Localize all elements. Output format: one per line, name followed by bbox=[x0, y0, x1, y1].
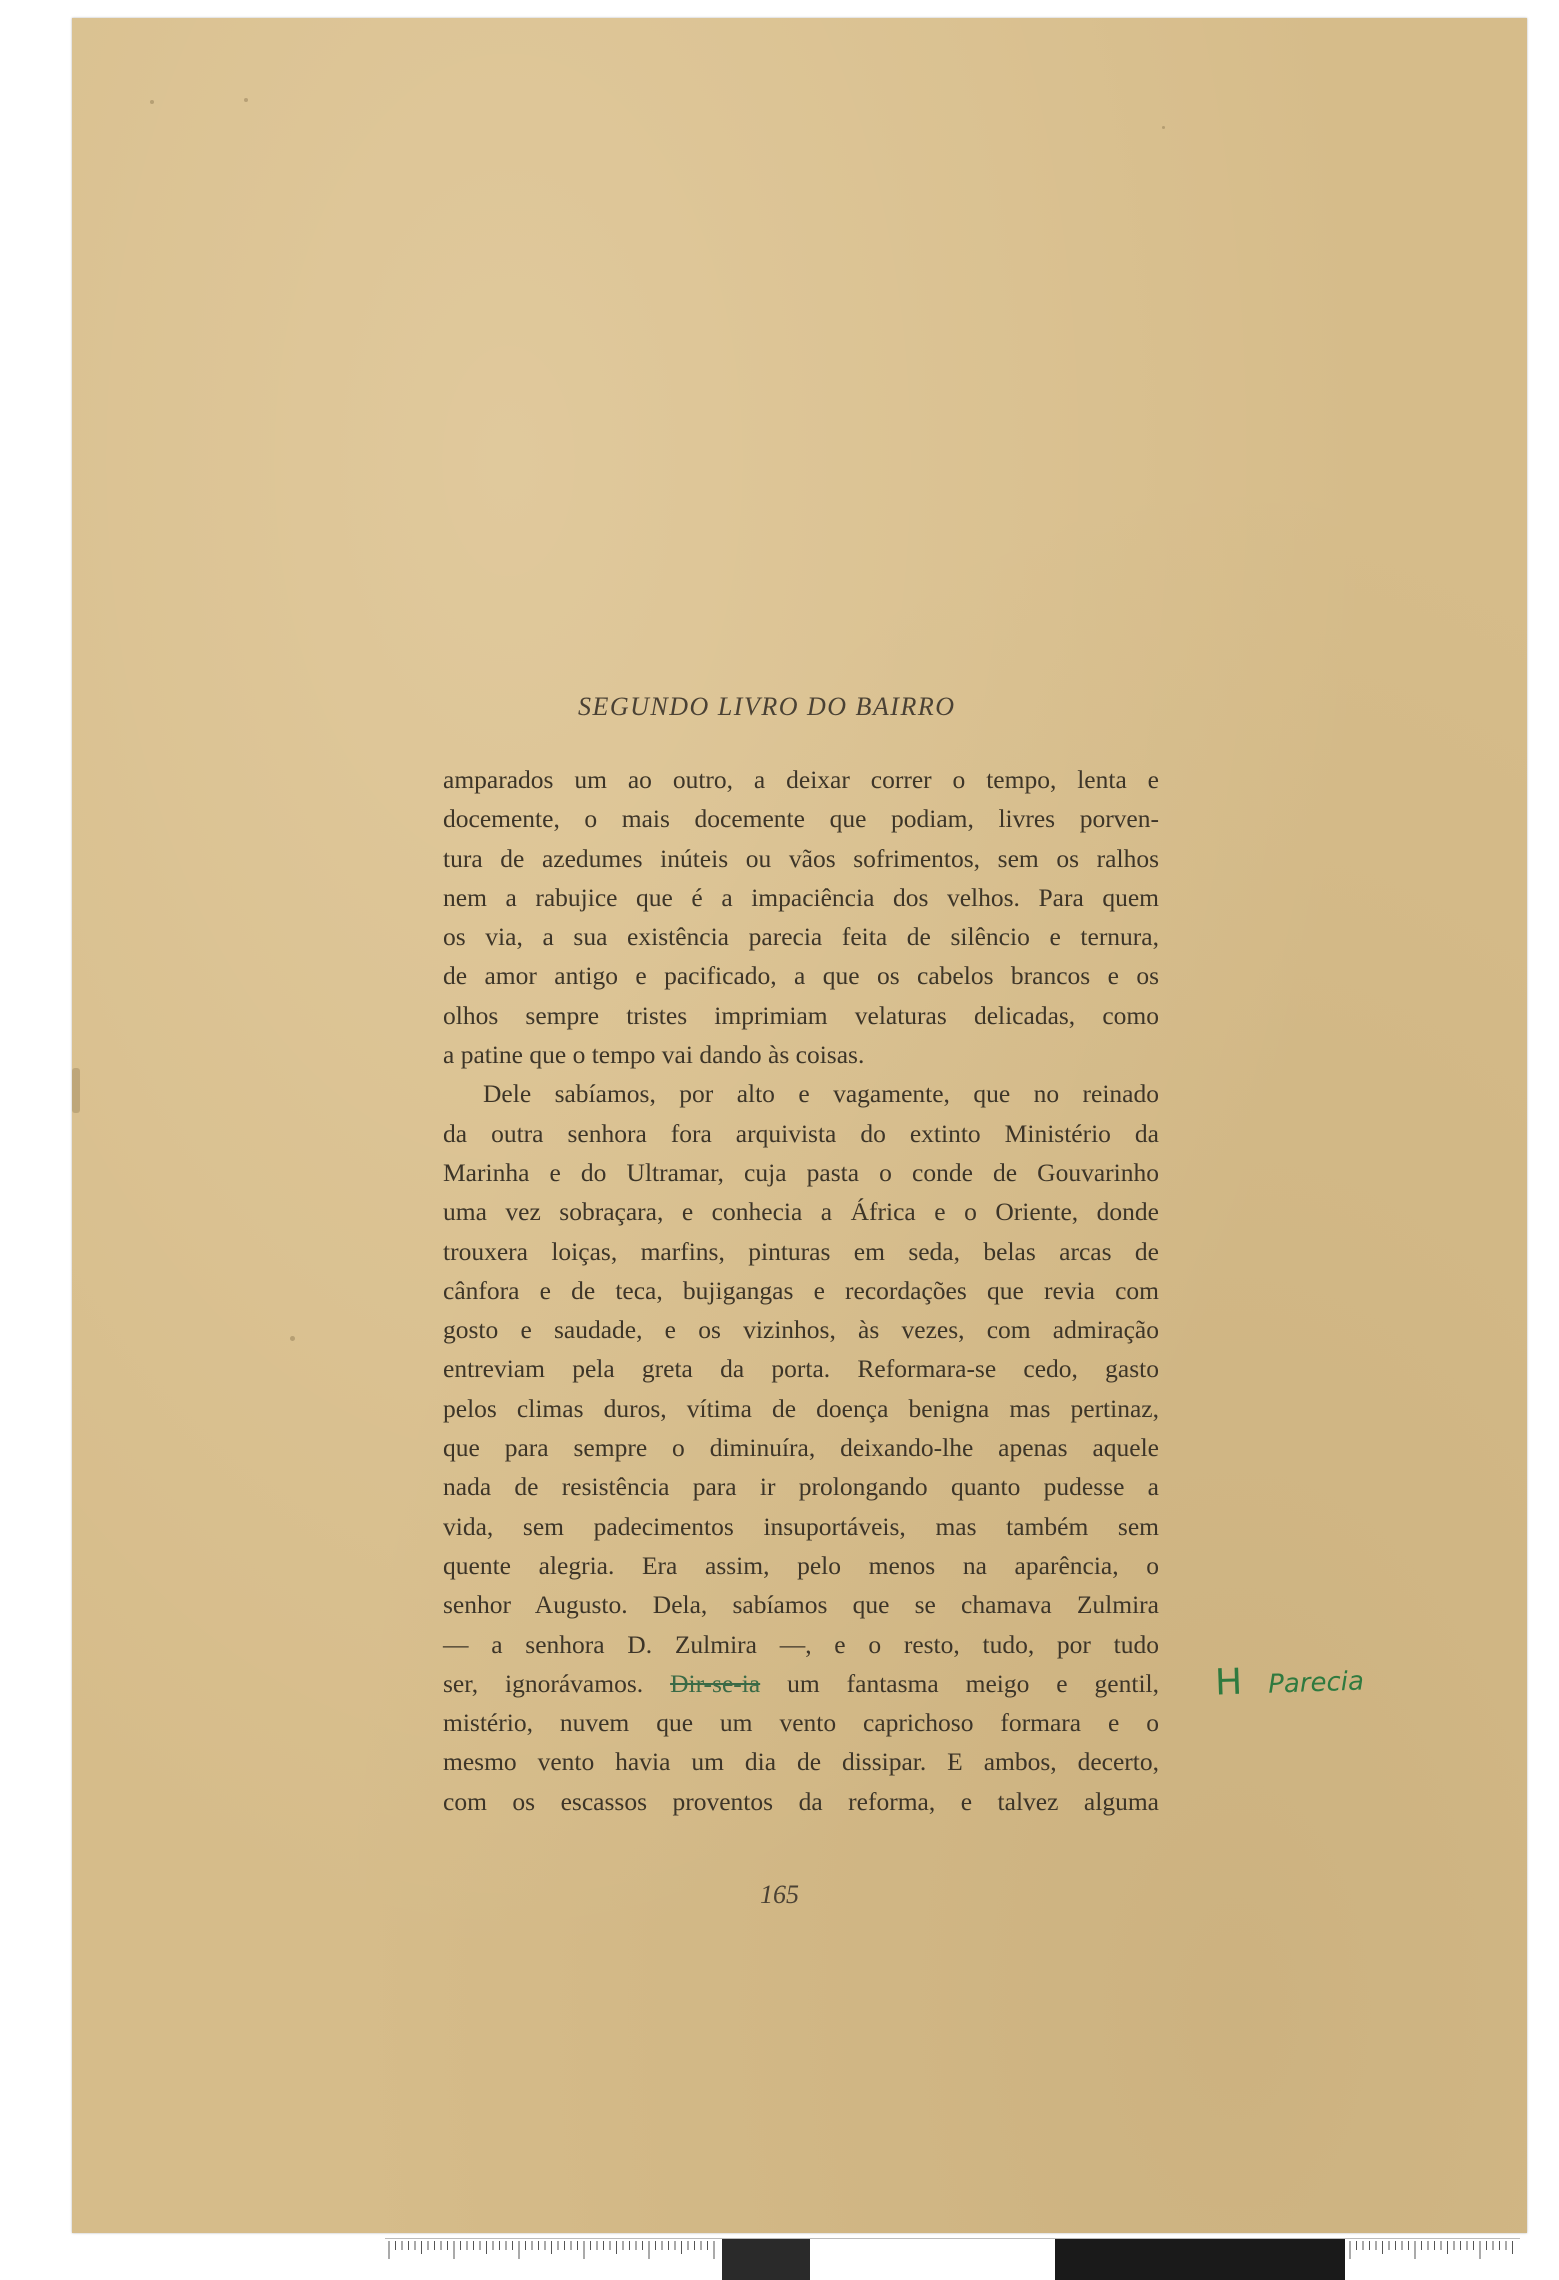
paper-speck bbox=[244, 98, 248, 102]
line-segment: um fantasma meigo e gentil, bbox=[760, 1668, 1159, 1698]
line-segment: ser, ignorávamos. bbox=[443, 1668, 671, 1698]
paper-speck bbox=[150, 100, 154, 104]
ruler-graphic bbox=[385, 2239, 1520, 2280]
text-line: trouxera loiças, marfins, pinturas em seda, belas arcas de bbox=[443, 1236, 1159, 1266]
ruler-dark-segment bbox=[1055, 2239, 1345, 2280]
text-line: com os escassos proventos da reforma, e talvez alguma bbox=[443, 1786, 1159, 1816]
text-line: mistério, nuvem que um vento caprichoso formara e o bbox=[443, 1708, 1159, 1738]
text-line: de amor antigo e pacificado, a que os cabelos brancos e os bbox=[443, 961, 1159, 991]
body-text bbox=[443, 760, 1159, 1821]
text-line: amparados um ao outro, a deixar correr o tempo, lenta e bbox=[443, 765, 1159, 794]
text-line: olhos sempre tristes imprimiam velaturas delicadas, como bbox=[443, 1000, 1159, 1030]
text-line: docemente, o mais docemente que podiam, livres porven- bbox=[443, 804, 1159, 834]
text-line: vida, sem padecimentos insuportáveis, mas também sem bbox=[443, 1511, 1159, 1541]
text-line: gosto e saudade, e os vizinhos, às vezes, com admiração bbox=[443, 1315, 1159, 1345]
running-head: SEGUNDO LIVRO DO BAIRRO bbox=[578, 692, 956, 721]
annotation-word: Parecia bbox=[1267, 1666, 1365, 1700]
text-line: Marinha e do Ultramar, cuja pasta o conde de Gouvarinho bbox=[443, 1157, 1159, 1187]
text-line: da outra senhora fora arquivista do extinto Ministério da bbox=[443, 1118, 1159, 1148]
page-number: 165 bbox=[760, 1880, 799, 1909]
text-line: — a senhora D. Zulmira —, e o resto, tudo, por tudo bbox=[443, 1629, 1159, 1659]
text-line: Dele sabíamos, por alto e vagamente, que no reinado bbox=[483, 1079, 1159, 1109]
scale-ruler bbox=[385, 2238, 1520, 2280]
text-line: quente alegria. Era assim, pelo menos na aparência, o bbox=[443, 1550, 1159, 1580]
paper-speck bbox=[1162, 126, 1165, 129]
text-line: os via, a sua existência parecia feita de silêncio e ternura, bbox=[443, 922, 1159, 952]
handwritten-annotation bbox=[1214, 1657, 1364, 1703]
struck-word: Dir-se-ia bbox=[670, 1668, 761, 1698]
text-line: nem a rabujice que é a impaciência dos velhos. Para quem bbox=[443, 882, 1159, 912]
annotation-mark: H bbox=[1214, 1661, 1243, 1704]
text-line: que para sempre o diminuíra, deixando-lhe apenas aquele bbox=[443, 1433, 1159, 1463]
text-line-with-strikeout bbox=[443, 1664, 1159, 1703]
text-line: senhor Augusto. Dela, sabíamos que se chamava Zulmira bbox=[443, 1590, 1159, 1620]
text-line: a patine que o tempo vai dando às coisas. bbox=[443, 1040, 865, 1070]
ruler-dark-segment bbox=[722, 2239, 810, 2280]
text-line: cânfora e de teca, bujigangas e recordações que revia com bbox=[443, 1275, 1159, 1305]
text-line: uma vez sobraçara, e conhecia a África e o Oriente, donde bbox=[443, 1197, 1159, 1227]
text-line: pelos climas duros, vítima de doença benigna mas pertinaz, bbox=[443, 1393, 1159, 1423]
text-line: mesmo vento havia um dia de dissipar. E ambos, decerto, bbox=[443, 1747, 1159, 1777]
text-line: nada de resistência para ir prolongando quanto pudesse a bbox=[443, 1472, 1159, 1502]
text-line: entreviam pela greta da porta. Reformara-se cedo, gasto bbox=[443, 1354, 1159, 1384]
text-line: tura de azedumes inúteis ou vãos sofrimentos, sem os ralhos bbox=[443, 843, 1159, 873]
paper-stain bbox=[72, 1068, 80, 1113]
paper-speck bbox=[290, 1336, 295, 1341]
